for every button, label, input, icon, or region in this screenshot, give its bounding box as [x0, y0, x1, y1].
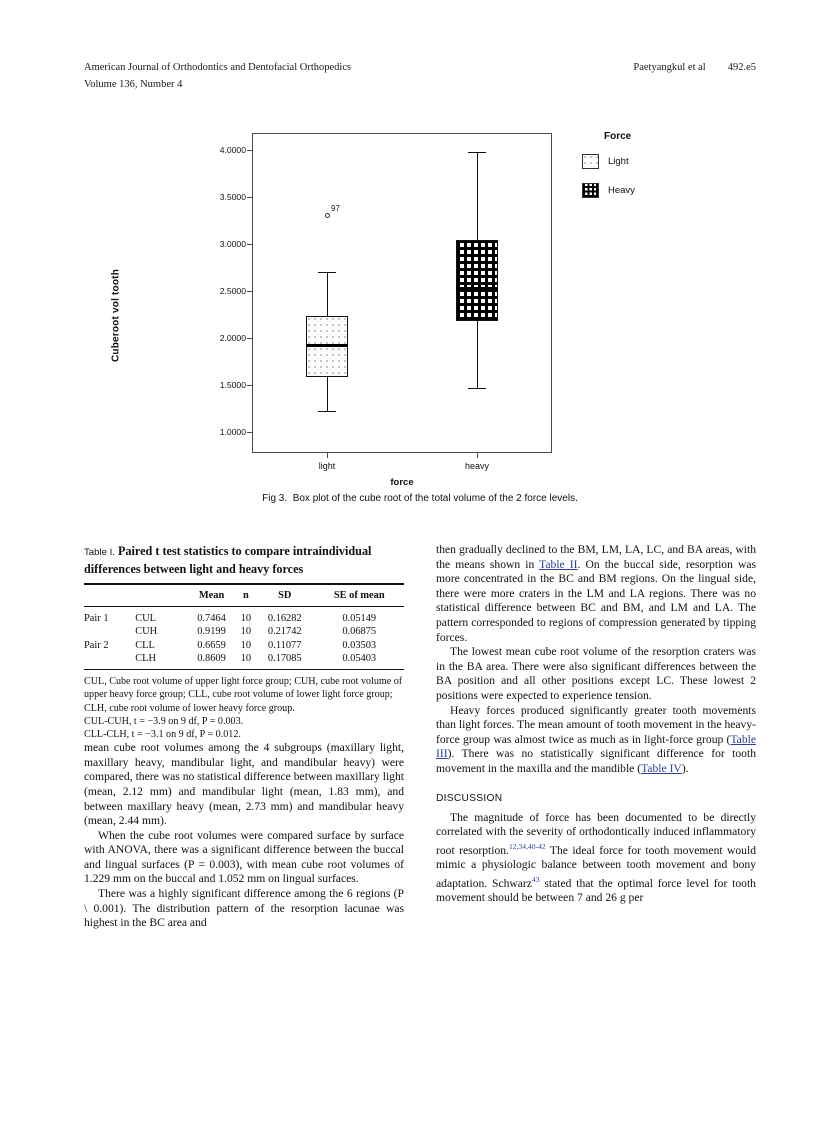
cell-code: CLH: [135, 653, 156, 665]
col-header-se: SE of mean: [314, 584, 404, 607]
right-para4-part-c: stated that the optimal force level for tooth movement should be between 7 and 26 g per: [436, 876, 756, 905]
right-para4-part-a: The magnitude of force has been documented to be directly correlated with the severity of orthodontically induced inflammatory root resorption.: [436, 810, 756, 857]
whisker-upper: [327, 272, 328, 316]
legend-swatch-heavy: [582, 183, 599, 198]
y-tick-mark: [247, 432, 252, 433]
x-axis-title: force: [390, 477, 414, 488]
y-tick-mark: [247, 338, 252, 339]
right-para3-part-a: Heavy forces produced significantly greater tooth movements than light forces. The mean amount of tooth movement in the heavy-force group was almost twice as much as in light-force group (: [436, 703, 756, 746]
cell-code: CUH: [135, 626, 158, 638]
outlier-label: 97: [331, 203, 340, 213]
left-paragraph-3: There was a highly significant difference among the 6 regions (P \ 0.001). The distribution pattern of the resorption lacunae was highest in the BC area and: [84, 887, 404, 930]
median-line: [306, 344, 348, 347]
running-head: [84, 60, 756, 92]
cell-mean: 0.9199: [197, 626, 226, 638]
table-1-caption: Paired t test statistics to compare intraindividual differences between light and heavy forces: [84, 544, 372, 576]
cap-lower: [468, 388, 486, 389]
table-header-row: [84, 584, 404, 607]
chart-legend: [582, 131, 712, 212]
y-tick-label: 1.5000: [219, 380, 246, 391]
cell-n: 10: [240, 653, 252, 665]
right-paragraph-3: [436, 704, 756, 777]
volume-issue: Volume 136, Number 4: [84, 79, 183, 90]
table-row: [84, 625, 404, 638]
right-paragraph-1: [436, 543, 756, 645]
footnote-stat-1: CUL-CUH, t = −3.9 on 9 df, P = 0.003.: [84, 715, 244, 727]
y-axis-title: Cuberoot vol tooth: [110, 268, 122, 363]
y-tick-label: 4.0000: [219, 144, 246, 155]
section-heading-discussion: DISCUSSION: [436, 792, 503, 804]
table-1-grid: [84, 583, 404, 669]
left-column: [84, 543, 404, 931]
y-tick-label: 3.0000: [219, 239, 246, 250]
cell-n: 10: [240, 639, 252, 651]
right-para3-part-b: ). There was no statistically significant difference for tooth movement in the maxilla and the mandible (: [436, 747, 756, 775]
table-1-title: [84, 543, 404, 577]
x-tick-mark: [477, 453, 478, 458]
y-tick-mark: [247, 244, 252, 245]
cell-se: 0.05403: [342, 653, 377, 665]
table-bottom-rule: [84, 669, 404, 670]
y-tick-mark: [247, 197, 252, 198]
xref-table-4[interactable]: Table IV: [641, 761, 682, 775]
outlier-point: [325, 213, 330, 218]
legend-swatch-light: [582, 154, 599, 169]
right-para1-part-b: . On the buccal side, resorption was more concentrated in the BC and BM regions. On the lingual side, there were more craters in the LM and LA regions. There was no statistical difference between BC and BM, and LM and LA. The pattern corresponded to regions of compression generated by tipping forces.: [436, 557, 756, 644]
cell-pair: [84, 652, 135, 669]
whisker-lower: [477, 321, 478, 388]
cell-pair: Pair 1: [84, 613, 109, 624]
legend-label-heavy: Heavy: [608, 185, 635, 196]
figure-3: [84, 125, 756, 515]
cell-sd: 0.16282: [267, 613, 302, 624]
right-para3-part-c: ).: [681, 761, 689, 775]
page-number: 492.e5: [727, 62, 756, 73]
table-1-label: Table I.: [84, 547, 115, 558]
cell-n: 10: [240, 613, 252, 624]
xref-table-2[interactable]: Table II: [539, 557, 578, 571]
cell-mean: 0.8609: [197, 653, 226, 665]
citation-ref-1[interactable]: 12,34,40-42: [509, 841, 546, 851]
cell-se: 0.03503: [342, 639, 377, 651]
whisker-upper: [477, 152, 478, 240]
journal-name: American Journal of Orthodontics and Dentofacial Orthopedics: [84, 62, 352, 73]
box-iqr: [456, 240, 498, 320]
cell-mean: 0.7464: [197, 613, 226, 624]
table-row: [84, 652, 404, 669]
table-row: [84, 639, 404, 652]
col-header-sd: SD: [255, 584, 314, 607]
table-1-head: [84, 584, 404, 607]
legend-item-heavy: [582, 183, 712, 198]
cell-pair: Pair 2: [84, 639, 109, 651]
right-paragraph-4: [436, 811, 756, 906]
table-1-body: [84, 607, 404, 670]
figure-caption-label: Fig 3.: [262, 493, 288, 504]
box-plot-chart: [84, 125, 756, 488]
cell-se: 0.06875: [342, 626, 377, 638]
y-tick-mark: [247, 291, 252, 292]
figure-caption-text: Box plot of the cube root of the total volume of the 2 force levels.: [292, 493, 578, 504]
y-tick-mark: [247, 385, 252, 386]
cell-code: CUL: [135, 613, 156, 624]
y-tick-label: 3.5000: [219, 192, 246, 202]
median-line: [456, 287, 498, 290]
legend-title: Force: [604, 131, 632, 142]
cell-n: 10: [240, 626, 252, 638]
table-1: [84, 543, 404, 741]
cell-code: CLL: [135, 639, 155, 651]
running-head-authors: Paetyangkul et al: [633, 62, 706, 73]
table-1-footnote: [84, 675, 404, 741]
cell-pair: [84, 625, 135, 638]
cell-se: 0.05149: [342, 613, 377, 624]
col-header-pair: [84, 584, 135, 607]
cap-lower: [318, 411, 336, 412]
whisker-lower: [327, 377, 328, 411]
x-tick-label: light: [318, 461, 336, 471]
cell-sd: 0.21742: [267, 626, 302, 638]
right-column: [436, 543, 756, 906]
y-tick-label: 1.0000: [219, 427, 246, 438]
citation-ref-2[interactable]: 43: [531, 874, 540, 884]
left-paragraph-2: When the cube root volumes were compared surface by surface with ANOVA, there was a significant difference between the buccal and lingual surfaces (P = 0.003), with mean cube root volumes of 1.229 mm on the buccal and 1.052 mm on lingual surfaces.: [84, 828, 404, 886]
plot-frame: [252, 133, 552, 453]
footnote-stat-2: CLL-CLH, t = −3.1 on 9 df, P = 0.012.: [84, 728, 241, 740]
legend-item-light: [582, 154, 712, 169]
cap-upper: [468, 152, 486, 153]
cap-upper: [318, 272, 336, 273]
xref-table-3[interactable]: Table III: [436, 732, 756, 761]
cell-sd: 0.11077: [268, 639, 302, 651]
col-header-mean: Mean: [186, 584, 236, 607]
right-paragraph-2: The lowest mean cube root volume of the resorption craters was in the BA area. There were also significant differences between the BA position and all other positions except LC. These lowest 2 positions were expected to experience tension.: [436, 645, 756, 702]
cell-mean: 0.6659: [197, 639, 226, 651]
x-tick-label: heavy: [464, 461, 490, 471]
y-tick-label: 2.0000: [219, 333, 246, 344]
cell-sd: 0.17085: [267, 653, 302, 665]
table-row: [84, 607, 404, 626]
footnote-abbreviations: CUL, Cube root volume of upper light force group; CUH, cube root volume of upper heavy force group; CLL, cube root volume of lower light force group; CLH, cube root volume of lower heavy force group.: [84, 676, 403, 714]
figure-caption: [84, 493, 756, 504]
right-para1-part-a: then gradually declined to the BM, LM, LA, LC, and BA areas, with the means shown in: [436, 543, 756, 571]
col-header-n: n: [237, 584, 255, 607]
col-header-code: [135, 584, 186, 607]
y-tick-mark: [247, 150, 252, 151]
x-tick-mark: [327, 453, 328, 458]
right-para4-part-b: The ideal force for tooth movement would mimic a physiologic balance between tooth movement and bony adaptation. Schwarz: [436, 843, 756, 890]
legend-label-light: Light: [608, 156, 629, 167]
left-paragraph-1: mean cube root volumes among the 4 subgroups (maxillary light, maxillary heavy, mandibular light, and mandibular heavy) were compared, there was no statistical difference between maxillary light (mean, 2.12 mm) and mandibular light (mean, 1.83 mm), and between maxillary heavy (mean, 2.73 mm) and mandibular heavy (mean, 2.44 mm).: [84, 741, 404, 828]
y-tick-label: 2.5000: [219, 286, 246, 297]
